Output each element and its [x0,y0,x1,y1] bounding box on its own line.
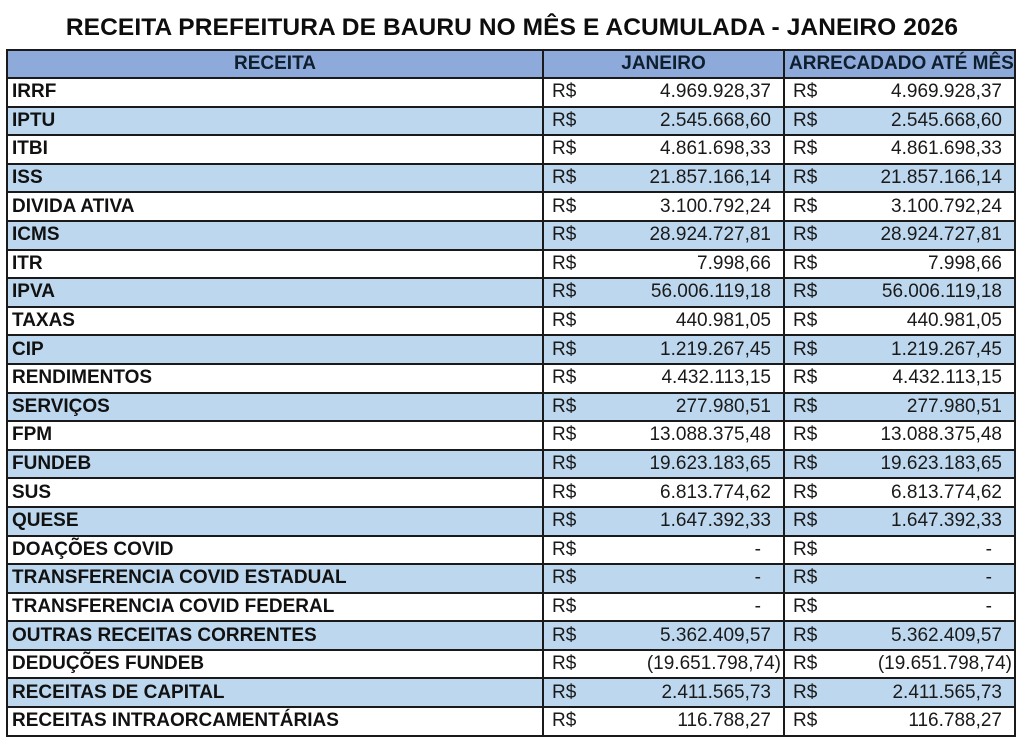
currency-symbol-month: R$ [543,135,583,164]
revenue-name-cell: FUNDEB [7,450,543,479]
currency-symbol-month: R$ [543,507,583,536]
currency-symbol-month: R$ [543,221,583,250]
revenue-name-cell: TRANSFERENCIA COVID ESTADUAL [7,564,543,593]
value-accumulated-cell: 1.647.392,33 [824,507,1015,536]
revenue-name-cell: RECEITAS INTRAORCAMENTÁRIAS [7,707,543,736]
currency-symbol-accumulated: R$ [784,278,824,307]
currency-symbol-month: R$ [543,421,583,450]
value-month-cell: 28.924.727,81 [583,221,784,250]
table-row [7,593,1015,622]
value-month-cell: 7.998,66 [583,250,784,279]
currency-symbol-month: R$ [543,250,583,279]
currency-symbol-month: R$ [543,164,583,193]
value-month-cell: 2.411.565,73 [583,678,784,707]
revenue-name-cell: ITR [7,250,543,279]
revenue-name-cell: RENDIMENTOS [7,364,543,393]
currency-symbol-accumulated: R$ [784,307,824,336]
table-row [7,393,1015,422]
value-month-cell: 1.647.392,33 [583,507,784,536]
value-month-cell: 13.088.375,48 [583,421,784,450]
revenue-name-cell: CIP [7,335,543,364]
value-accumulated-cell: 7.998,66 [824,250,1015,279]
currency-symbol-accumulated: R$ [784,164,824,193]
value-month-cell: (19.651.798,74) [583,650,784,679]
currency-symbol-accumulated: R$ [784,421,824,450]
revenue-name-cell: IPTU [7,107,543,136]
revenue-name-cell: DIVIDA ATIVA [7,192,543,221]
table-row [7,135,1015,164]
currency-symbol-accumulated: R$ [784,507,824,536]
currency-symbol-accumulated: R$ [784,621,824,650]
header-row [7,50,1015,78]
value-month-cell: - [583,536,784,565]
currency-symbol-accumulated: R$ [784,707,824,736]
table-row [7,421,1015,450]
currency-symbol-accumulated: R$ [784,478,824,507]
value-accumulated-cell: 4.861.698,33 [824,135,1015,164]
currency-symbol-accumulated: R$ [784,107,824,136]
value-accumulated-cell: (19.651.798,74) [824,650,1015,679]
currency-symbol-month: R$ [543,78,583,107]
table-row [7,450,1015,479]
table-row [7,335,1015,364]
value-accumulated-cell: 2.545.668,60 [824,107,1015,136]
value-accumulated-cell: 3.100.792,24 [824,192,1015,221]
value-accumulated-cell: 2.411.565,73 [824,678,1015,707]
value-month-cell: 116.788,27 [583,707,784,736]
value-accumulated-cell: - [824,536,1015,565]
table-row [7,221,1015,250]
table-row [7,678,1015,707]
revenue-name-cell: SUS [7,478,543,507]
currency-symbol-month: R$ [543,650,583,679]
value-month-cell: 4.432.113,15 [583,364,784,393]
revenue-name-cell: DEDUÇÕES FUNDEB [7,650,543,679]
page-title: RECEITA PREFEITURA DE BAURU NO MÊS E ACUMULADA - JANEIRO 2026 [65,14,959,41]
currency-symbol-month: R$ [543,678,583,707]
revenue-name-cell: IPVA [7,278,543,307]
currency-symbol-month: R$ [543,393,583,422]
currency-symbol-accumulated: R$ [784,250,824,279]
value-month-cell: 1.219.267,45 [583,335,784,364]
table-row [7,507,1015,536]
value-month-cell: 21.857.166,14 [583,164,784,193]
value-accumulated-cell: 4.432.113,15 [824,364,1015,393]
value-month-cell: 6.813.774,62 [583,478,784,507]
value-month-cell: - [583,593,784,622]
revenue-name-cell: OUTRAS RECEITAS CORRENTES [7,621,543,650]
currency-symbol-month: R$ [543,364,583,393]
currency-symbol-accumulated: R$ [784,650,824,679]
currency-symbol-month: R$ [543,478,583,507]
currency-symbol-month: R$ [543,307,583,336]
currency-symbol-accumulated: R$ [784,393,824,422]
currency-symbol-accumulated: R$ [784,678,824,707]
value-month-cell: 4.969.928,37 [583,78,784,107]
value-month-cell: 4.861.698,33 [583,135,784,164]
value-accumulated-cell: 4.969.928,37 [824,78,1015,107]
currency-symbol-month: R$ [543,278,583,307]
currency-symbol-accumulated: R$ [784,135,824,164]
table-row [7,278,1015,307]
currency-symbol-month: R$ [543,707,583,736]
revenue-name-cell: TRANSFERENCIA COVID FEDERAL [7,593,543,622]
table-row [7,536,1015,565]
currency-symbol-accumulated: R$ [784,78,824,107]
table-row [7,250,1015,279]
value-accumulated-cell: 116.788,27 [824,707,1015,736]
currency-symbol-accumulated: R$ [784,564,824,593]
revenue-name-cell: FPM [7,421,543,450]
table-row [7,307,1015,336]
revenue-name-cell: ITBI [7,135,543,164]
table-row [7,78,1015,107]
table-row [7,650,1015,679]
value-month-cell: 19.623.183,65 [583,450,784,479]
currency-symbol-month: R$ [543,621,583,650]
value-accumulated-cell: - [824,564,1015,593]
column-header-janeiro: JANEIRO [543,50,784,78]
value-accumulated-cell: 21.857.166,14 [824,164,1015,193]
column-header-arrecadado: ARRECADADO ATÉ MÊS [784,50,1015,78]
revenue-name-cell: TAXAS [7,307,543,336]
value-month-cell: 5.362.409,57 [583,621,784,650]
value-month-cell: 277.980,51 [583,393,784,422]
currency-symbol-month: R$ [543,335,583,364]
value-accumulated-cell: 19.623.183,65 [824,450,1015,479]
table-row [7,564,1015,593]
table-body [7,78,1015,736]
revenue-name-cell: SERVIÇOS [7,393,543,422]
value-accumulated-cell: 13.088.375,48 [824,421,1015,450]
value-accumulated-cell: 6.813.774,62 [824,478,1015,507]
revenue-table [6,49,1016,737]
revenue-name-cell: DOAÇÕES COVID [7,536,543,565]
revenue-name-cell: ICMS [7,221,543,250]
value-accumulated-cell: 1.219.267,45 [824,335,1015,364]
value-accumulated-cell: 56.006.119,18 [824,278,1015,307]
table-row [7,621,1015,650]
currency-symbol-month: R$ [543,536,583,565]
currency-symbol-month: R$ [543,564,583,593]
table-row [7,107,1015,136]
table-row [7,478,1015,507]
table-row [7,192,1015,221]
value-month-cell: 2.545.668,60 [583,107,784,136]
currency-symbol-accumulated: R$ [784,593,824,622]
currency-symbol-accumulated: R$ [784,364,824,393]
table-row [7,364,1015,393]
currency-symbol-month: R$ [543,107,583,136]
value-month-cell: 3.100.792,24 [583,192,784,221]
currency-symbol-accumulated: R$ [784,335,824,364]
table-row [7,707,1015,736]
currency-symbol-month: R$ [543,192,583,221]
value-month-cell: 440.981,05 [583,307,784,336]
value-month-cell: - [583,564,784,593]
revenue-name-cell: ISS [7,164,543,193]
currency-symbol-month: R$ [543,450,583,479]
revenue-name-cell: RECEITAS DE CAPITAL [7,678,543,707]
value-accumulated-cell: 277.980,51 [824,393,1015,422]
currency-symbol-accumulated: R$ [784,536,824,565]
currency-symbol-accumulated: R$ [784,221,824,250]
revenue-name-cell: QUESE [7,507,543,536]
currency-symbol-month: R$ [543,593,583,622]
currency-symbol-accumulated: R$ [784,192,824,221]
value-accumulated-cell: 28.924.727,81 [824,221,1015,250]
value-accumulated-cell: - [824,593,1015,622]
currency-symbol-accumulated: R$ [784,450,824,479]
revenue-name-cell: IRRF [7,78,543,107]
column-header-receita: RECEITA [7,50,543,78]
value-accumulated-cell: 5.362.409,57 [824,621,1015,650]
value-month-cell: 56.006.119,18 [583,278,784,307]
value-accumulated-cell: 440.981,05 [824,307,1015,336]
table-row [7,164,1015,193]
